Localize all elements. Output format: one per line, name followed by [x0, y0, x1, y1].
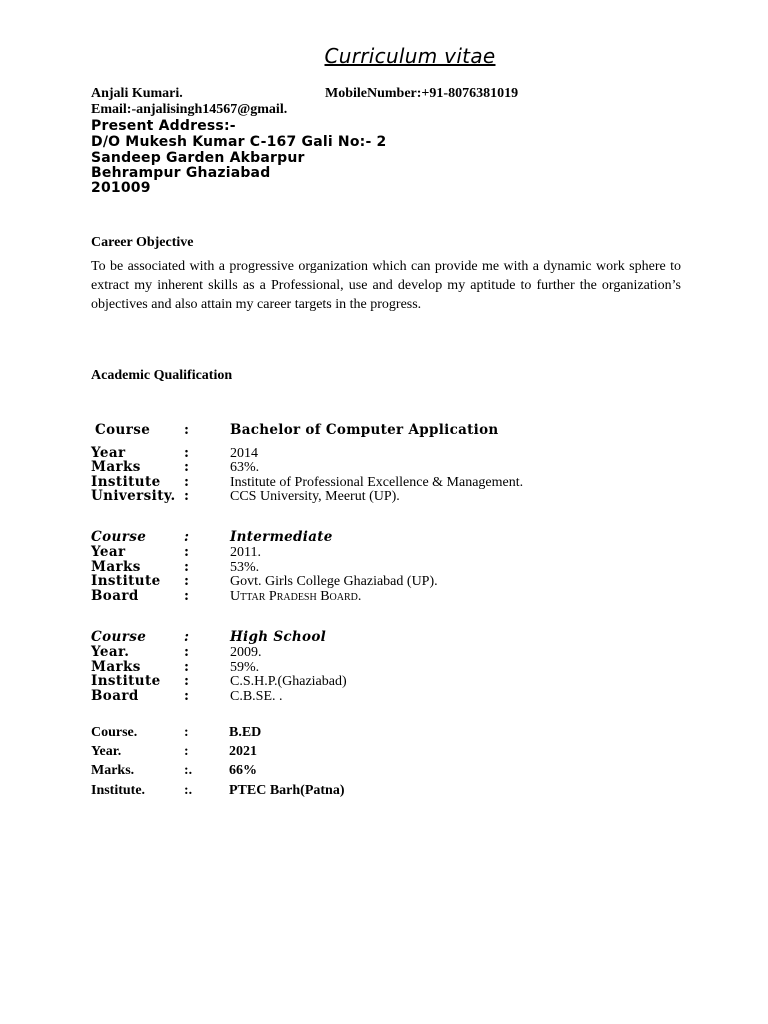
field-label: Course: [95, 422, 151, 438]
email-address: Email:-anjalisingh14567@gmail.: [91, 102, 288, 117]
field-colon: :.: [184, 783, 193, 798]
field-colon: :: [184, 725, 189, 740]
field-value: Intermediate: [230, 529, 333, 545]
field-value: CCS University, Meerut (UP).: [230, 489, 400, 504]
field-value: High School: [230, 629, 327, 645]
field-colon: :: [184, 659, 190, 675]
field-label: Marks: [91, 559, 141, 575]
document-title: Curriculum vitae: [324, 44, 496, 68]
field-value: PTEC Barh(Patna): [229, 783, 345, 798]
field-label: Board: [91, 588, 139, 604]
field-colon: :: [184, 588, 190, 604]
field-colon: :: [184, 559, 190, 575]
field-colon: :: [184, 573, 190, 589]
address-line: Behrampur Ghaziabad: [91, 165, 271, 181]
field-value: C.B.SE. .: [230, 689, 283, 704]
field-value: 59%.: [230, 660, 260, 675]
field-label: Year: [91, 544, 126, 560]
field-colon: :: [184, 488, 190, 504]
field-label: Board: [91, 688, 139, 704]
candidate-name: Anjali Kumari.: [91, 86, 183, 101]
field-colon: :: [184, 629, 190, 645]
field-value: B.ED: [229, 725, 262, 740]
field-label: Marks: [91, 459, 141, 475]
field-value: 2014: [230, 446, 258, 461]
field-label: Year.: [91, 644, 130, 660]
career-objective-text: To be associated with a progressive organization which can provide me with a dynamic work sphere to extract my inherent skills as a Professional, use and develop my aptitude to further the organization’s objectives and also attain my career targets in the progress.: [91, 259, 681, 312]
field-colon: :: [184, 445, 190, 461]
address-label: Present Address:-: [91, 118, 236, 134]
field-colon: :: [184, 529, 190, 545]
mobile-number: MobileNumber:+91-8076381019: [325, 86, 519, 101]
career-objective-heading: Career Objective: [91, 235, 194, 250]
field-value: Govt. Girls College Ghaziabad (UP).: [230, 574, 438, 589]
address-line: D/O Mukesh Kumar C-167 Gali No:- 2: [91, 134, 387, 150]
field-label: Course: [91, 529, 147, 545]
field-label: Year.: [91, 744, 122, 759]
field-value: 2009.: [230, 645, 262, 660]
field-value: C.S.H.P.(Ghaziabad): [230, 674, 347, 689]
field-colon: :: [184, 459, 190, 475]
field-value: Uttar Pradesh Board.: [230, 589, 362, 604]
field-colon: :: [184, 673, 190, 689]
field-value: 66%: [229, 763, 257, 778]
field-colon: :: [184, 644, 190, 660]
field-value: Institute of Professional Excellence & Management.: [230, 475, 524, 490]
field-value: 63%.: [230, 460, 260, 475]
field-colon: :: [184, 744, 189, 759]
field-label: Institute: [91, 474, 161, 490]
address-line: Sandeep Garden Akbarpur: [91, 150, 305, 166]
field-colon: :: [184, 688, 190, 704]
field-colon: :.: [184, 763, 193, 778]
field-label: Course.: [91, 725, 138, 740]
field-value: 53%.: [230, 560, 260, 575]
field-label: Year: [91, 445, 126, 461]
field-label: Marks.: [91, 763, 135, 778]
field-colon: :: [184, 544, 190, 560]
academic-qualification-heading: Academic Qualification: [91, 368, 233, 383]
field-label: Institute: [91, 573, 161, 589]
field-value: Bachelor of Computer Application: [230, 422, 499, 438]
field-label: Marks: [91, 659, 141, 675]
field-colon: :: [184, 474, 190, 490]
field-value: 2011.: [230, 545, 261, 560]
field-value: 2021: [229, 744, 257, 759]
field-label: University.: [91, 488, 176, 504]
field-label: Institute: [91, 673, 161, 689]
field-colon: :: [184, 422, 190, 438]
address-pincode: 201009: [91, 180, 151, 196]
field-label: Institute.: [91, 783, 146, 798]
field-label: Course: [91, 629, 147, 645]
